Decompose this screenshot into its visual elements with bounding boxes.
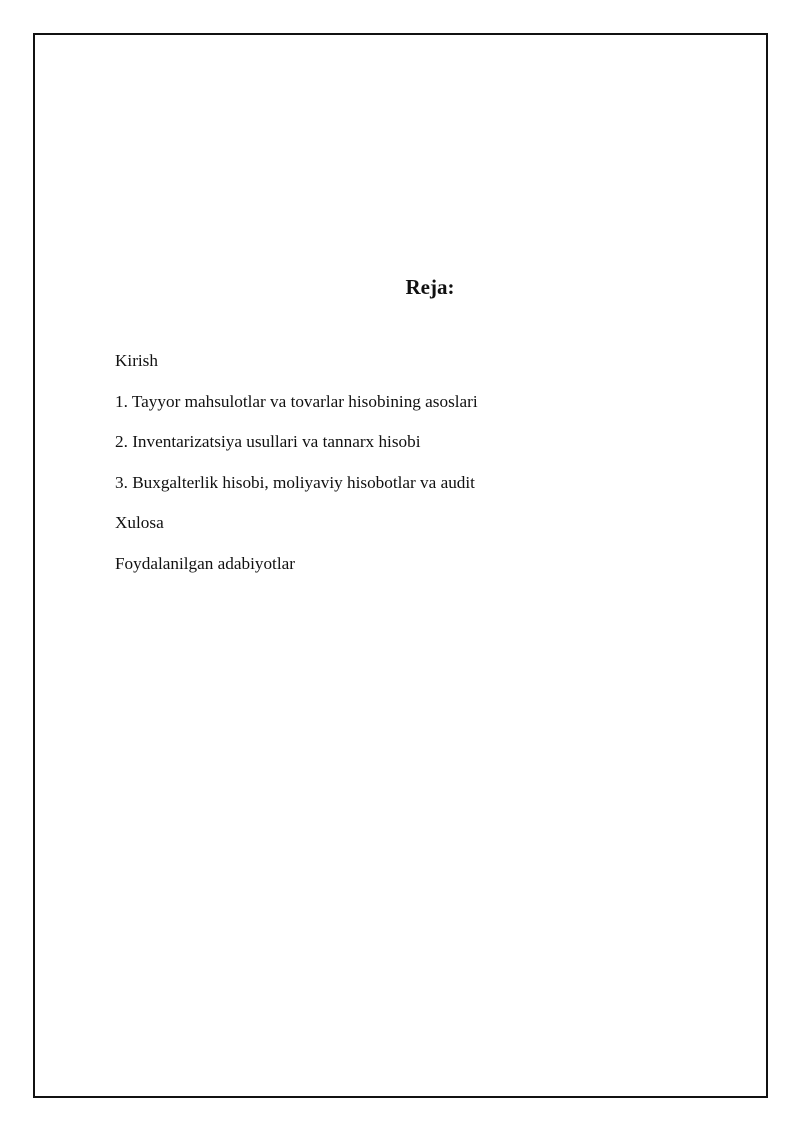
toc-item-conclusion: Xulosa	[115, 513, 164, 532]
toc-item-1: 1. Tayyor mahsulotlar va tovarlar hisobining asoslari	[115, 391, 478, 411]
page-title: Reja:	[405, 275, 455, 299]
toc-item-introduction: Kirish	[115, 351, 158, 370]
toc-item-3: 3. Buxgalterlik hisobi, moliyaviy hisobotlar va audit	[115, 472, 475, 492]
toc-item-2: 2. Inventarizatsiya usullari va tannarx hisobi	[115, 432, 421, 451]
table-of-contents	[115, 351, 478, 594]
toc-item-references: Foydalanilgan adabiyotlar	[115, 553, 295, 573]
